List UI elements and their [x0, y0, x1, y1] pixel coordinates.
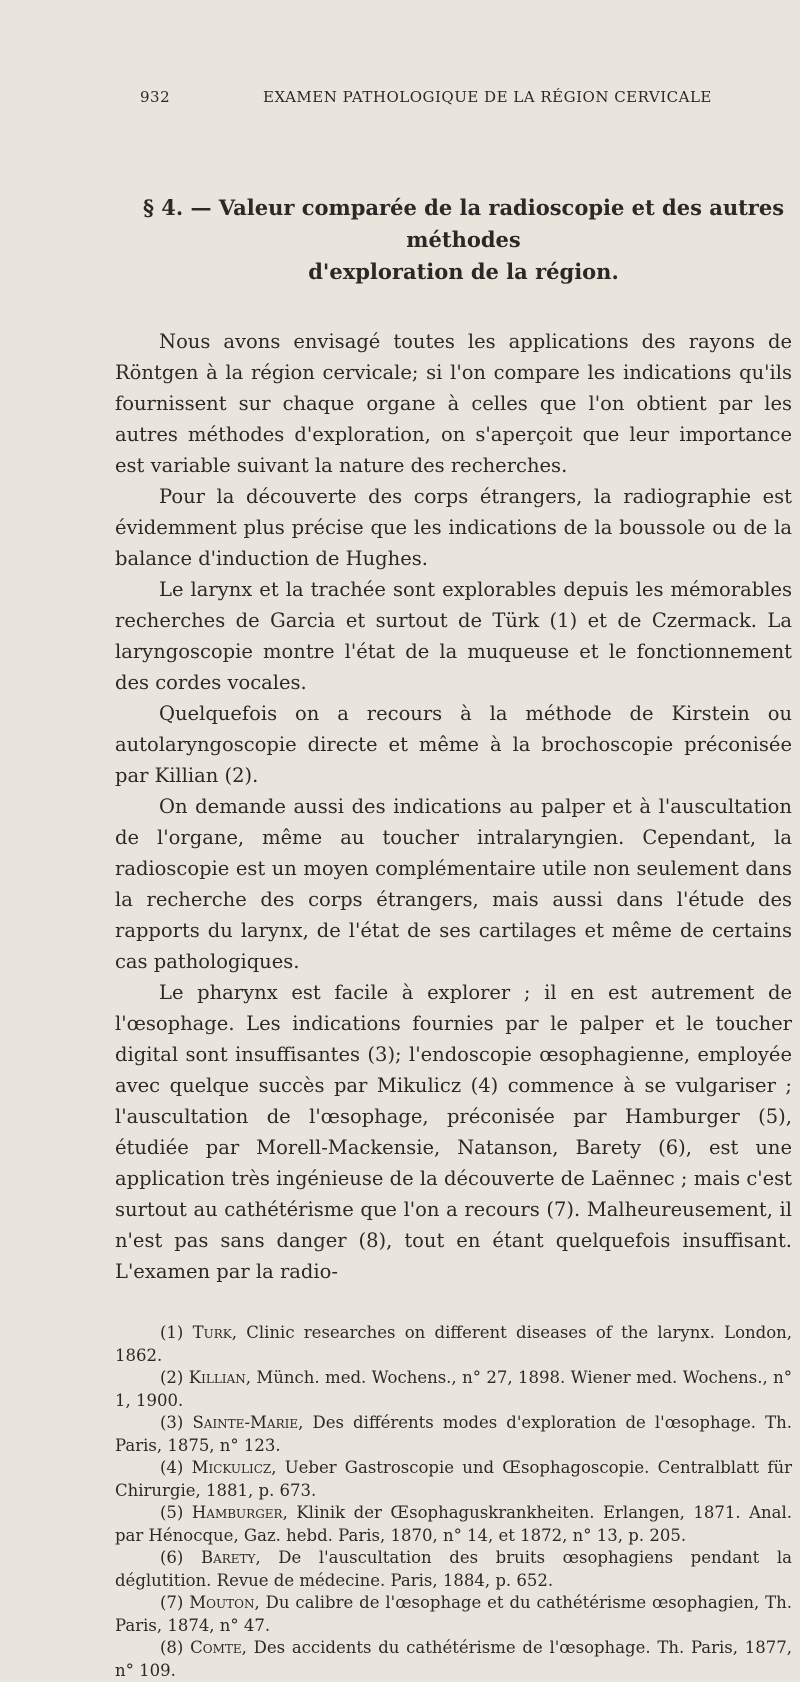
footnote-author: Mickulicz: [191, 1458, 272, 1477]
footnotes: [115, 1322, 792, 1682]
footnote-author: Killian: [188, 1368, 246, 1387]
paragraph-2: Pour la découverte des corps étrangers, la radiographie est évidemment plus précise que les indications de la boussole ou de la balance d'induction de Hughes.: [115, 485, 792, 570]
body-text: [115, 326, 792, 1287]
paragraph-1: Nous avons envisagé toutes les applications des rayons de Röntgen à la région cervicale; si l'on compare les indications qu'ils fournissent sur chaque organe à celles que l'on obtient par les autres méthodes d'exploration, on s'aperçoit que leur importance est variable suivant la nature des recherches.: [115, 330, 792, 477]
footnote-author: Hamburger: [191, 1503, 283, 1522]
running-header: [115, 88, 792, 114]
section-title-line-2: d'exploration de la région.: [308, 259, 619, 284]
footnote-author: Comte: [190, 1638, 242, 1657]
footnote-6: (6) Barety, De l'auscultation des bruits œsophagiens pendant la déglutition. Revue de médecine. Paris, 1884, p. 652.: [115, 1548, 792, 1590]
page-content: [115, 88, 792, 1682]
footnote-7: (7) Mouton, Du calibre de l'œsophage et du cathétérisme œsophagien, Th. Paris, 1874, n° 47.: [115, 1593, 792, 1635]
footnote-4: (4) Mickulicz, Ueber Gastroscopie und Œsophagoscopie. Centralblatt für Chirurgie, 1881, p. 673.: [115, 1458, 792, 1500]
paragraph-4: Quelquefois on a recours à la méthode de Kirstein ou autolaryngoscopie directe et même à la brochoscopie préconisée par Killian (2).: [115, 702, 792, 787]
footnote-8: (8) Comte, Des accidents du cathétérisme de l'œsophage. Th. Paris, 1877, n° 109.: [115, 1638, 792, 1680]
section-title: [115, 192, 792, 288]
section-title-line-1: § 4. — Valeur comparée de la radioscopie et des autres méthodes: [142, 195, 785, 252]
page-number: 932: [140, 88, 171, 106]
footnote-3: (3) Sainte-Marie, Des différents modes d'exploration de l'œsophage. Th. Paris, 1875, n° 123.: [115, 1413, 792, 1455]
footnote-author: Barety: [200, 1548, 256, 1567]
paragraph-3: Le larynx et la trachée sont explorables depuis les mémorables recherches de Garcia et surtout de Türk (1) et de Czermack. La laryngoscopie montre l'état de la muqueuse et le fonctionnement des cordes vocales.: [115, 578, 792, 694]
footnote-author: Turk: [192, 1323, 232, 1342]
footnote-author: Sainte-Marie: [192, 1413, 299, 1432]
footnote-5: (5) Hamburger, Klinik der Œsophaguskrankheiten. Erlangen, 1871. Anal. par Hénocque, Gaz. hebd. Paris, 1870, n° 14, et 1872, n° 13, p. 205.: [115, 1503, 792, 1545]
running-title: EXAMEN PATHOLOGIQUE DE LA RÉGION CERVICALE: [263, 88, 712, 106]
paragraph-6: Le pharynx est facile à explorer ; il en est autrement de l'œsophage. Les indications fournies par le palper et le toucher digital sont insuffisantes (3); l'endoscopie œsophagienne, employée avec quelque succès par Mikulicz (4) commence à se vulgariser ; l'auscultation de l'œsophage, préconisée par Hamburger (5), étudiée par Morell-Mackensie, Natanson, Barety (6), est une application très ingénieuse de la découverte de Laënnec ; mais c'est surtout au cathétérisme que l'on a recours (7). Malheureusement, il n'est pas sans danger (8), tout en étant quelquefois insuffisant. L'examen par la radio-: [115, 981, 792, 1283]
footnote-author: Mouton: [189, 1593, 255, 1612]
footnote-1: (1) Turk, Clinic researches on different diseases of the larynx. London, 1862.: [115, 1323, 792, 1365]
paragraph-5: On demande aussi des indications au palper et à l'auscultation de l'organe, même au toucher intralaryngien. Cependant, la radioscopie est un moyen complémentaire utile non seulement dans la recherche des corps étrangers, mais aussi dans l'étude des rapports du larynx, de l'état de ses cartilages et même de certains cas pathologiques.: [115, 795, 792, 973]
footnote-2: (2) Killian, Münch. med. Wochens., n° 27, 1898. Wiener med. Wochens., n° 1, 1900.: [115, 1368, 792, 1410]
